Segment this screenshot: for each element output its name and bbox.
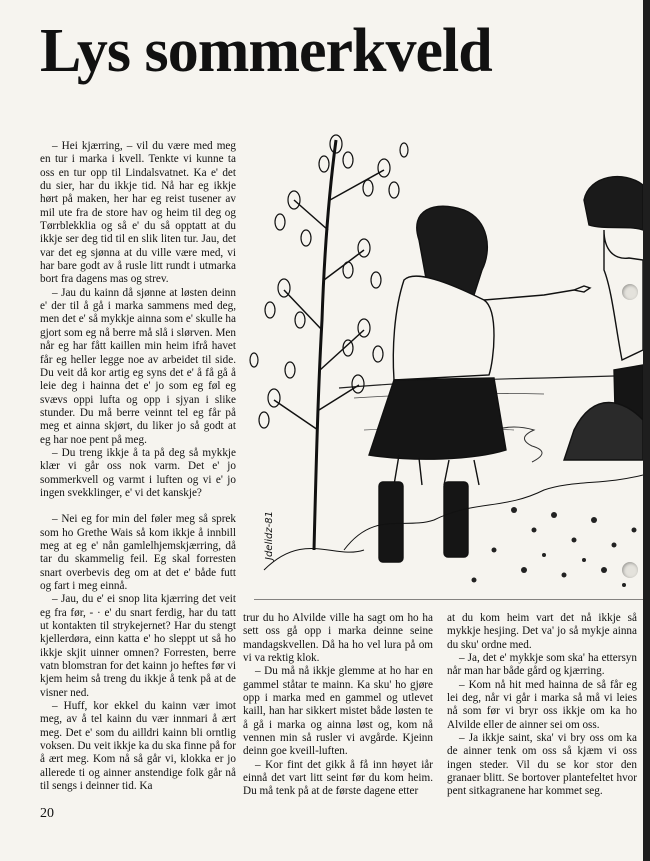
paragraph: – Ja ikkje saint, ska' vi bry oss om ka de ainner tenk om oss så kjæm vi oss ingen steder. Vil du se kor stor den granaer blitt. Se bortover plantefeltet hvor pent sitkagranene har kommet seg. [447,732,637,798]
text-column-3 [447,612,637,799]
page-edge [643,0,650,861]
page-number: 20 [40,806,54,821]
text-column-1 [40,140,236,794]
paragraph: – Nei eg for min del føler meg så sprek som ho Grethe Wais så kom ikkje å innbill meg at eg e' nån gamlelhjemskjærring, då tar du skammelig feil. Eg skal forresten snart overbevis deg om at det e' både futt og fart i meg einnå. [40,513,236,592]
text-column-2 [243,612,433,799]
paragraph: – Kor fint det gikk å få inn høyet iår einnå det vart litt seint før du kom heim. Du må tenk på at de første dagene etter [243,758,433,798]
binder-hole [622,562,638,578]
paragraph: – Kom nå hit med hainna de så får eg lei deg, når vi går i marka så må vi leies nå som før vi bryr oss ikkje om ka ho Alvilde eller de ainner sei om oss. [447,678,637,731]
illustration-drawing [244,130,643,600]
ink-illustration [244,130,643,600]
article-title: Lys sommerkveld [40,17,492,85]
paragraph: at du kom heim vart det nå ikkje så mykkje hesjing. Det va' jo så mykje ainna du sku' ordne med. [447,612,637,651]
artist-signature: Jdelidz-81 [264,511,275,560]
paragraph: – Jau du kainn då sjønne at løsten deinn e' der til å gå i marka sammens med deg, men det e' så mykkje ainna som e' skulle ha gjort som eg nå berre må slå i slørven. Men når eg har fått kaillen min heim ifrå havet får eg heller legge noe av arbeidet til side. Du veit då kor artig eg syns det e' å få gå å leie deg i hainna det e' jo som eg føl eg svævs oppi lufta og opp i sjyan i slike stunder. Du må berre veinnt tel eg får på meg et ainna skjørt, du liker jo så godt at eg har noe pent på meg. [40,286,236,446]
paragraph: trur du ho Alvilde ville ha sagt om ho ha sett oss gå opp i marka deinne seine mandagskvellen. Då ha ho vel lura på om vi va rektig klok. [243,612,433,665]
paragraph: – Hei kjærring, – vil du være med meg en tur i marka i kvell. Tenkte vi kunne ta oss en tur opp til Lindalsvatnet. Ka e' det du sier, har du ikkje tid. Nå har eg ikkje hørt på maken, her har eg reist tusener av mil ute fra de store hav og heim til deg og Tørrblekklia og så e' du så opptatt at du ikkje ser deg tid til en slik liten tur. Jau, det var det eg sjønna at du ville være med, vi har bare godt av å rusle litt rundt i utmarka bort fra dagens mas og strev. [40,140,236,286]
paragraph: – Jau, du e' ei snop lita kjærring det veit eg fra før, - · e' du snart ferdig, har du tatt ut kontakten til strykejernet? Har du stengt kjellerdøra, einn katta e' ho sleppt ut så ho ikkje skjit uinner omnen? Forresten, berre vatn blomstran for det kainn jo heftes før vi kjem heim så treng du ikkje å tenk på at de visner ned. [40,593,236,699]
paragraph: – Ja, det e' mykkje som ska' ha ettersyn når man har både gård og kjærring. [447,652,637,678]
binder-hole [622,284,638,300]
paragraph: – Du må nå ikkje glemme at ho har en gammel ståtar te mainn. Ka sku' ho gjøre opp i marka med en gammel og utlevet kaill, han har sikkert mistet både løsten te å gå i marka og ainna løst og, kom nå vennen min så rusler vi avgårde. Kjeinn deinn goe kveill-luften. [243,665,433,758]
paragraph: – Du treng ikkje å ta på deg så mykkje klær vi går oss nok varm. Det e' jo sommerkvell og varmt i luften og vi e' jo ingen svekklinger, e' vi det kanskje? [40,446,236,499]
paragraph: – Huff, kor ekkel du kainn vær imot meg, av å tel kainn du vær innmari å ært meg. Det e' som du ailldri kainn bli orntlig voksen. Du veit ikkje ka du ska finne på for å ært meg. Kom nå så går vi, klokka er jo allerede ti og ainner anstendige folk går nå til sengs i deinner tid. Ka [40,700,236,793]
